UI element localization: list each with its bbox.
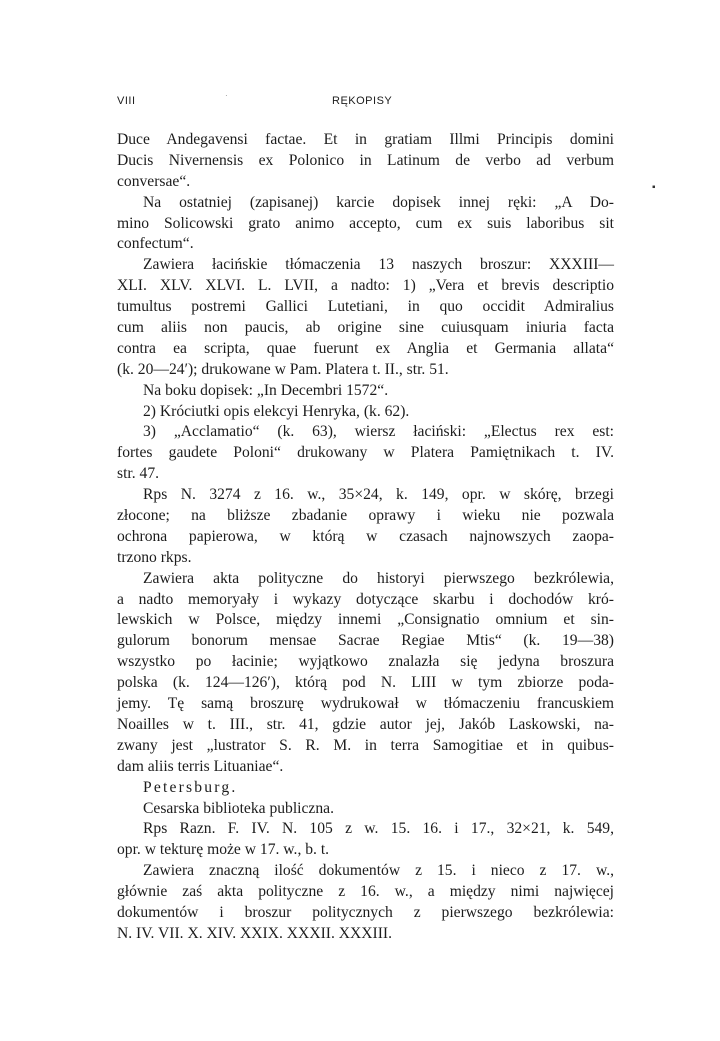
text-line: (k. 20—24′); drukowane w Pam. Platera t. II., str. 51. xyxy=(117,360,449,378)
text-line: dam aliis terris Lituaniae“. xyxy=(117,757,284,775)
text-line: ochrona papierowa, w którą w czasach najnowszych zaopa- xyxy=(117,527,614,545)
body-text xyxy=(117,130,614,945)
text-line: XLI. XLV. XLVI. L. LVII, a nadto: 1) „Vera et brevis descriptio xyxy=(117,277,614,295)
text-line: Zawiera znaczną ilość dokumentów z 15. i nieco z 17. w., xyxy=(143,862,614,880)
text-line: Na ostatniej (zapisanej) karcie dopisek innej ręki: „A Do- xyxy=(143,193,614,211)
text-line: Rps N. 3274 z 16. w., 35×24, k. 149, opr. w skórę, brzegi xyxy=(143,486,614,504)
text-line: opr. w tekturę może w 17. w., b. t. xyxy=(117,841,330,859)
text-line: głównie zaś akta polityczne z 16. w., a między nimi najwięcej xyxy=(117,883,614,901)
text-line: polska (k. 124—126′), którą pod N. LIII w tym zbiorze poda- xyxy=(117,674,614,692)
text-line: wszystko po łacinie; wyjątkowo znalazła się jedyna broszura xyxy=(117,653,614,671)
text-line: confectum“. xyxy=(117,235,194,253)
text-line: trzono rkps. xyxy=(117,548,192,566)
text-line: N. IV. VII. X. XIV. XXIX. XXXII. XXXIII. xyxy=(117,924,393,942)
text-line: gulorum bonorum mensae Sacrae Regiae Mtis“ (k. 19—38) xyxy=(117,632,614,650)
text-line: fortes gaudete Poloni“ drukowany w Platera Pamiętnikach t. IV. xyxy=(117,444,614,462)
running-title: RĘKOPISY xyxy=(332,95,393,107)
text-line: dokumentów i broszur politycznych z pierwszego bezkrólewia: xyxy=(117,903,614,921)
text-line: zwany jest „lustrator S. R. M. in terra Samogitiae et in quibus- xyxy=(117,736,614,754)
text-line: złocone; na bliższe zbadanie oprawy i wieku nie pozwala xyxy=(117,507,614,525)
text-line: str. 47. xyxy=(117,465,160,483)
text-line: Zawiera akta polityczne do historyi pierwszego bezkrólewia, xyxy=(143,569,614,587)
text-line: conversae“. xyxy=(117,172,191,190)
text-line: Noailles w t. III., str. 41, gdzie autor jej, Jakób Laskowski, na- xyxy=(117,715,614,733)
text-line: lewskich w Polsce, między innemi „Consignatio omnium et sin- xyxy=(117,611,614,629)
text-line: a nadto memoryały i wykazy dotyczące skarbu i dochodów kró- xyxy=(117,590,614,608)
text-line: Rps Razn. F. IV. N. 105 z w. 15. 16. i 17., 32×21, k. 549, xyxy=(143,820,614,838)
text-line: Zawiera łacińskie tłómaczenia 13 naszych broszur: XXXIII— xyxy=(143,256,614,274)
text-line: contra ea scripta, quae fuerunt ex Anglia et Germania allata“ xyxy=(117,339,614,357)
text-line: cum aliis non paucis, ab origine sine cuiusquam iniuria facta xyxy=(117,319,614,337)
page-number: VIII xyxy=(117,95,136,107)
print-speck: · xyxy=(225,91,229,100)
text-line-city: Petersburg. xyxy=(143,778,238,796)
text-line: Duce Andegavensi factae. Et in gratiam Illmi Principis domini xyxy=(117,131,614,148)
margin-mark: ▪ xyxy=(652,182,656,193)
text-line: mino Solicowski grato animo accepto, cum ex suis laboribus sit xyxy=(117,214,614,232)
text-line: Cesarska biblioteka publiczna. xyxy=(143,799,334,817)
text-line: tumultus postremi Gallici Lutetiani, in quo occidit Admiralius xyxy=(117,298,614,316)
text-line: jemy. Tę samą broszurę wydrukował w tłómaczeniu francuskiem xyxy=(117,695,614,713)
text-line: Na boku dopisek: „In Decembri 1572“. xyxy=(143,381,389,399)
page-header xyxy=(117,91,613,115)
text-line: 2) Króciutki opis elekcyi Henryka, (k. 62). xyxy=(143,402,410,420)
text-line: 3) „Acclamatio“ (k. 63), wiersz łaciński: „Electus rex est: xyxy=(143,423,614,441)
text-line: Ducis Nivernensis ex Polonico in Latinum de verbo ad verbum xyxy=(117,151,614,169)
